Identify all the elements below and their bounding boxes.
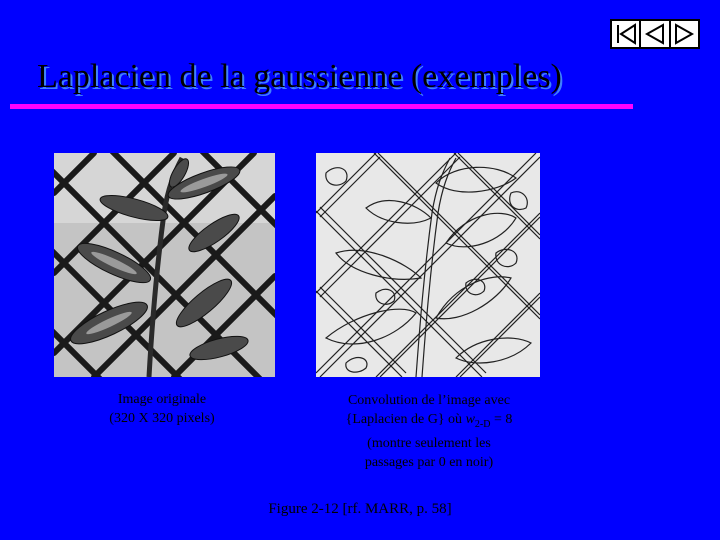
next-slide-button[interactable] [671, 21, 698, 47]
figure-reference: Figure 2-12 [rf. MARR, p. 58] [268, 501, 452, 517]
first-slide-icon [614, 22, 638, 46]
caption-line: passages par 0 en noir) [364, 454, 494, 470]
slide-title: Laplacien de la gaussienne (exemples) [37, 58, 562, 95]
first-slide-button[interactable] [612, 21, 641, 47]
next-slide-icon [672, 22, 696, 46]
previous-slide-icon [643, 22, 667, 46]
caption-line: (montre seulement les [367, 435, 491, 451]
caption-line: {Laplacien de G} où [345, 412, 466, 427]
slide-navigation [610, 19, 700, 49]
previous-slide-button[interactable] [641, 21, 670, 47]
caption-line: Image originale [117, 392, 207, 407]
original-image-caption [82, 390, 242, 428]
caption-line: Convolution de l’image avec [347, 393, 511, 408]
original-image [54, 153, 275, 377]
caption-variable: w [465, 412, 475, 427]
title-underline [10, 104, 633, 109]
convolved-image-caption [314, 391, 544, 472]
caption-subscript: 2-D [474, 418, 491, 430]
caption-line: (320 X 320 pixels) [109, 411, 215, 426]
convolved-image [316, 153, 540, 377]
caption-value: = 8 [490, 412, 513, 427]
